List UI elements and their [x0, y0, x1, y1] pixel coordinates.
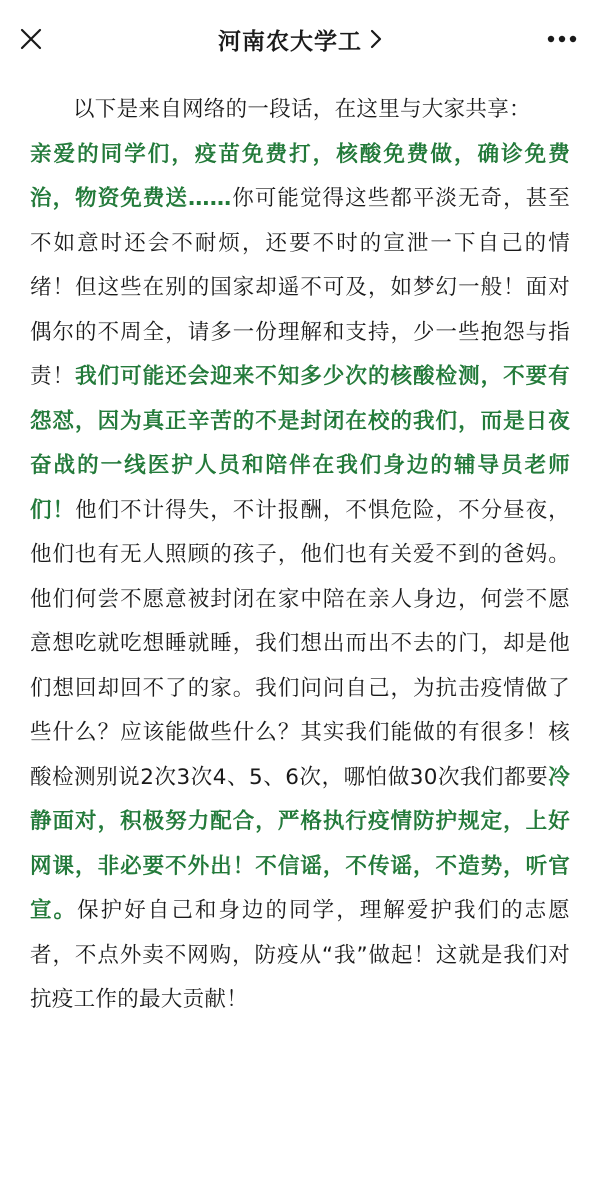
more-options-button[interactable]: [542, 26, 582, 52]
more-dots-icon: [547, 35, 577, 43]
article-body: [0, 78, 600, 1023]
account-title-link[interactable]: [218, 23, 382, 56]
top-nav-bar: [0, 0, 600, 78]
highlight-text: 冷静面对，积极努力配合，严格执行疫情防护规定，上好网课，非必要不外出！不信谣，不传谣，不造势，听官宣。: [30, 764, 570, 923]
account-title: 河南农大学工: [218, 28, 362, 55]
highlight-text: 亲爱的同学们，疫苗免费打，核酸免费做，确诊免费治，物资免费送……: [30, 141, 570, 211]
body-text: 他们不计得失，不计报酬，不惧危险，不分昼夜，他们也有无人照顾的孩子，他们也有关爱不到的爸妈。他们何尝不愿意被封闭在家中陪在亲人身边，何尝不愿意想吃就吃想睡就睡，我们想出而出不去的门，却是他们想回却回不了的家。我们问问自己，为抗击疫情做了些什么？应该能做些什么？其实我们能做的有很多！核酸检测别说2次3次4、5、6次，哪怕做30次我们都要: [30, 497, 570, 790]
main-paragraph: [30, 133, 570, 1023]
close-icon: [19, 27, 43, 51]
chevron-right-icon: [370, 29, 382, 49]
intro-paragraph: 以下是来自网络的一段话，在这里与大家共享：: [73, 97, 531, 122]
highlight-text: 我们可能还会迎来不知多少次的核酸检测，不要有怨怼，因为真正辛苦的不是封闭在校的我们，而是日夜奋战的一线医护人员和陪伴在我们身边的辅导员老师们！: [30, 364, 570, 523]
body-text: 保护好自己和身边的同学，理解爱护我们的志愿者，不点外卖不网购，防疫从“我”做起！这就是我们对抗疫工作的最大贡献！: [30, 898, 570, 1012]
body-text: 你可能觉得这些都平淡无奇，甚至不如意时还会不耐烦，还要不时的宣泄一下自己的情绪！但这些在别的国家却遥不可及，如梦幻一般！面对偶尔的不周全，请多一份理解和支持，少一些抱怨与指责！: [30, 186, 570, 389]
close-button[interactable]: [14, 22, 48, 56]
